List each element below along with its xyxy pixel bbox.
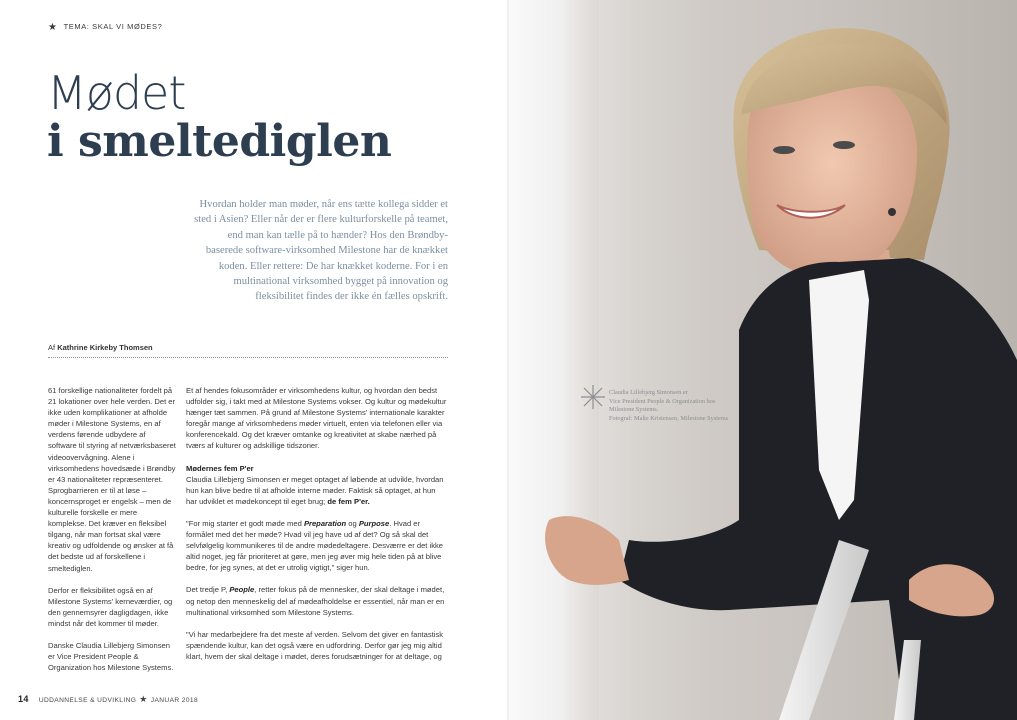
body-column-2 — [186, 385, 448, 673]
body-paragraph: Claudia Lillebjerg Simonsen er meget optaget af løbende at udvikle, hvordan hun kan blive bedre til at afholde interne møder. Faktisk så optaget, at hun har udviklet et mødekoncept til eget brug; de fem P'er. — [186, 474, 444, 506]
theme-label: ★ TEMA: SKAL VI MØDES? — [48, 22, 163, 33]
eye-left — [773, 146, 795, 154]
arm — [545, 516, 629, 585]
byline-divider — [48, 357, 448, 358]
body-column-1 — [48, 385, 176, 684]
title-line-1: Mødet — [47, 66, 186, 120]
byline-prefix: Af — [48, 343, 56, 352]
portrait-illustration — [509, 0, 1017, 720]
subheading: Mødernes fem P'er — [186, 463, 254, 473]
photo-caption: Claudia Lillebjerg Simonsen er Vice President People & Organization hos Milestone Systems. Fotograf: Malte Kristensen, Milestone Systems — [609, 389, 729, 422]
issue-date: JANUAR 2018 — [150, 697, 199, 704]
byline-author: Kathrine Kirkeby Thomsen — [57, 343, 153, 352]
body-paragraph: 61 forskellige nationaliteter fordelt på 21 lokationer over hele verden. Det er ikke uden komplikationer at afholde møder i Milestone Systems, en af verdens førende udbydere af software til styring af netværksbaseret videoovervågning. Alene i virksomhedens hovedsæde i Brøndby er 43 nationaliteter repræsenteret. Sprogbarrieren er til at løse – koncernsproget er engelsk – men de kulturelle forskelle er mere komplekse. Det kræver en fleksibel tilgang, når man fortsat skal være kreativ og udfoldende og ønsker at få det bedste ud af forskellene i smeltediglen. — [48, 386, 176, 573]
body-paragraph: "For mig starter et godt møde med Preparation og Purpose. Hvad er formålet med det her møde? Hvad vil jeg have ud af det? Og så skal det selvfølgelig kommunikeres til de andre mødedeltagere. Desværre er det ikke altid noget, jeg får prioriteret at gøre, men jeg øver mig hele tiden på at blive bedre, for jeg synes, at det er utrolig vigtigt," siger hun. — [186, 518, 444, 573]
body-paragraph: Det tredje P, People, retter fokus på de mennesker, der skal deltage i mødet, og netop den menneskelig del af mødeafholdelse er essentiel, når man er en multinational virksomhed som Milestone Systems. — [186, 585, 445, 617]
star-icon: ★ — [139, 694, 148, 704]
earring — [888, 208, 896, 216]
body-paragraph: Danske Claudia Lillebjerg Simonsen er Vice President People & Organization hos Milestone Systems. — [48, 640, 174, 673]
magazine-name: UDDANNELSE & UDVIKLING — [38, 697, 137, 704]
star-icon: ★ — [48, 22, 58, 33]
body-paragraph: Et af hendes fokusområder er virksomhedens kultur, og hvordan den bedst udfolder sig, i takt med at Milestone Systems vokser. Og kultur og mødekultur hænger tæt sammen. På grund af Milestone Systems' internationale karakter foregår mange af virksomhedens møder virtuelt, enten via telefonen eller via konferencekald. Og det kræver omtanke og kreativitet at skabe nærhed på tværs af kulturer og adskillige tidszoner. — [186, 386, 447, 451]
page-number: 14 — [18, 694, 29, 704]
body-paragraph: "Vi har medarbejdere fra det meste af verden. Selvom det giver en fantastisk spændende kultur, kan det også være en udfordring. Derfor gør jeg mig altid klart, hvem der skal deltage i mødet, deres forudsætninger for at deltage, og — [186, 629, 444, 661]
portrait-photo — [509, 0, 1017, 720]
byline — [48, 343, 153, 358]
page-footer — [18, 694, 198, 705]
asterisk-mark-icon — [579, 383, 607, 411]
lede-paragraph: Hvordan holder man møder, når ens tætte kollega sidder et sted i Asien? Eller når der er flere kulturforskelle på teamet, end man kan tælle på to hænder? Hos den Brøndby-baserede software-virksomhed Milestone har de knækket koden. Eller rettere: De har knækket koderne. For i en multinational virksomhed bygget på innovation og fleksibilitet findes der ikke én fælles opskrift. — [194, 199, 448, 303]
eye-right — [833, 141, 855, 149]
title-line-2: i smeltediglen — [47, 116, 392, 167]
body-paragraph: Derfor er fleksibilitet også en af Milestone Systems' kerneværdier, og den gennemsyrer dagligdagen, ikke mindst når det kommer til møder. — [48, 585, 173, 628]
